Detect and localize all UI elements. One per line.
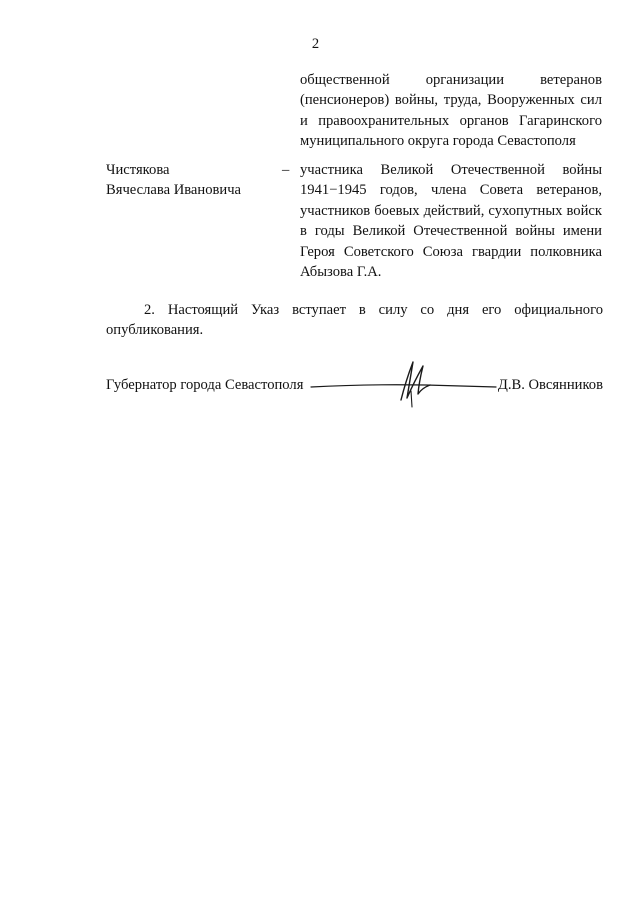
award-description-continued: общественной организации ветеранов (пенсионеров) войны, труда, Вооруженных сил и правоохранительных органов Гагаринского муниципального округа города Севастополя — [300, 72, 602, 150]
signatory-title: Губернатор города Севастополя — [106, 377, 304, 393]
name-dash: – — [282, 162, 290, 178]
award-description: участника Великой Отечественной войны 1941−1945 годов, члена Совета ветеранов, участников боевых действий, сухопутных войск в годы Великой Отечественной войны имени Героя Советского Союза гвардии полковника Абызова Г.А. — [300, 162, 602, 281]
handwritten-signature-icon — [306, 360, 506, 410]
page-number: 2 — [311, 36, 320, 52]
signature-block — [106, 375, 603, 415]
awardee-name — [106, 160, 276, 201]
awardee-given-names: Вячеслава Ивановича — [106, 182, 242, 199]
awardee-surname: Чистякова — [106, 162, 170, 178]
signatory-name: Д.В. Овсянников — [497, 377, 603, 393]
clause-2: 2. Настоящий Указ вступает в силу со дня его официального опубликования. — [106, 302, 603, 339]
